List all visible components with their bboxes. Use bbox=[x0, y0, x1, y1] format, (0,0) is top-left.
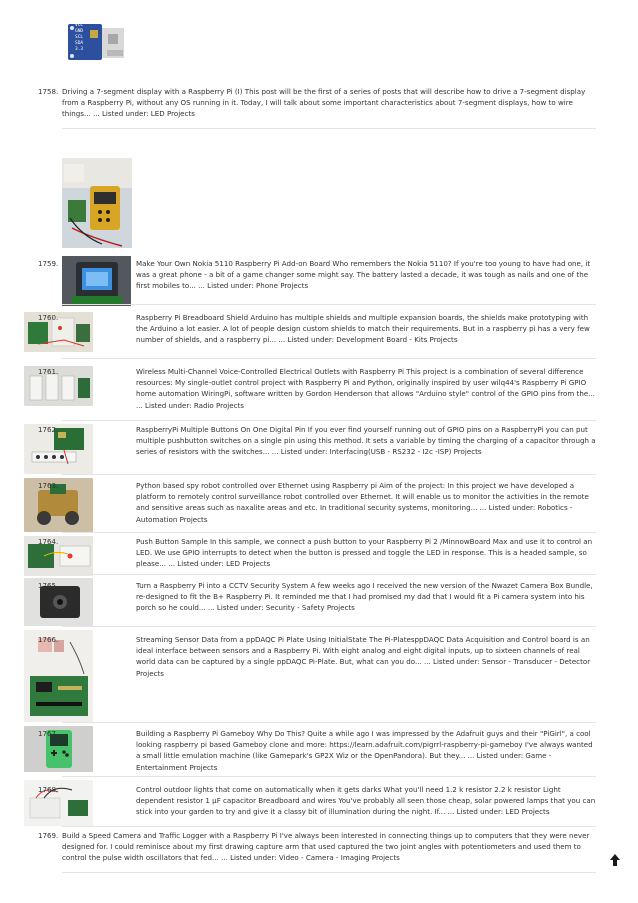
separator bbox=[62, 722, 596, 723]
entry-link[interactable]: Python based spy robot controlled over Ethernet using Raspberry pi Aim of the project: In this project we have developed a platform to remotely control surveillance robot controlled over Ethernet. It will enable us to monitor the activities in the remote and sensitive areas such as naxalite areas and etc. In traditional security systems, monitoring... ... Listed under: Robotics - Automation Projects bbox=[136, 481, 589, 524]
entry-link[interactable]: Driving a 7-segment display with a Raspberry Pi (I) This post will be the first of a series of posts that will describe how to drive a 7-segment display from a Raspberry Pi, without any OS running in it. Today, I will talk about some important characteristics about 7-segment displays, how to wire things... ... Listed under: LED Projects bbox=[62, 87, 586, 119]
entry-number: 1768. bbox=[38, 785, 59, 794]
module-label-scl: SCL bbox=[75, 35, 84, 40]
entry-link[interactable]: Raspberry Pi Breadboard Shield Arduino has multiple shields and multiple expansion boards, the shields make prototyping with the Arduino a lot easier. A lot of people design custom shields to match their requirements. But in a raspberry pi has a very few number of shields, and a raspberry pi... ... Listed under: Development Board - Kits Projects bbox=[136, 313, 590, 345]
module-label-sda: SDA bbox=[75, 41, 84, 46]
entry-link[interactable]: Turn a Raspberry Pi into a CCTV Security System A few weeks ago I received the new version of the Nwazet Camera Box Bundle, re-designed to fit the B+ Raspberry Pi. It reminded me that I had promised my dad that I would fit a Pi camera system into his porch so he could... ... Listed under: Security - Safety Projects bbox=[136, 581, 593, 613]
separator bbox=[62, 304, 596, 305]
entry-number: 1761. bbox=[38, 367, 59, 376]
entry-link[interactable]: Streaming Sensor Data from a ppDAQC Pi Plate Using InitialState The Pi-PlatesppDAQC Data Acquisition and Control board is an ideal interface between sensors and a Raspberry Pi. With eight analog and eight digital inputs, up to sixteen channels of real world data can be captured by a single ppDAQC Pi-Plate. But, what can you do... ... Listed under: Sensor - Transducer - Detector Projects bbox=[136, 635, 591, 678]
entry-number: 1758. bbox=[38, 87, 59, 96]
separator bbox=[62, 128, 596, 129]
module-label-vcc: VCC bbox=[75, 23, 84, 28]
separator bbox=[62, 532, 596, 533]
entry-link[interactable]: RaspberryPi Multiple Buttons On One Digital Pin If you ever find yourself running out of GPIO pins on a RaspberryPi you can put multiple pushbutton switches on a single pin using this method. It sets a variable by timing the charging of a capacitor through a series of resistors with the switches... ... Listed under: Interfacing(USB - RS232 - I2c -ISP) Projects bbox=[136, 425, 596, 457]
entry-1769 bbox=[38, 830, 596, 864]
entry-link[interactable]: Make Your Own Nokia 5110 Raspberry Pi Add-on Board Who remembers the Nokia 5110? If you're too young to have had one, it was a great phone - a bit of a game changer some might say. The battery lasted a decade, it was tough as nails and one of the first mobiles to... ... Listed under: Phone Projects bbox=[136, 259, 591, 291]
module-thumbnail bbox=[62, 20, 132, 65]
separator bbox=[62, 574, 596, 575]
entry-number: 1765. bbox=[38, 581, 59, 590]
entry-link[interactable]: Control outdoor lights that come on automatically when it gets darks What you'll need 1.2 k resistor 2.2 k resistor Light dependent resistor 1 µF capacitor Breadboard and wires You've probably all seen those cheap, solar powered lamps that you can stick into your garden to try and give it a classy bit of illumination during the night. If... ... Listed under: LED Projects bbox=[136, 785, 596, 817]
module-label-33: 3.3 bbox=[75, 47, 84, 52]
entry-number: 1769. bbox=[38, 831, 59, 840]
nokia-board-thumbnail-2[interactable] bbox=[62, 256, 131, 306]
entry-number: 1760. bbox=[38, 313, 59, 322]
entry-number: 1762. bbox=[38, 425, 59, 434]
separator bbox=[62, 358, 596, 359]
entry-link[interactable]: Push Button Sample In this sample, we connect a push button to your Raspberry Pi 2 /MinnowBoard Max and use it to control an LED. We use GPIO interrupts to detect when the button is pressed and toggle the LED in response. This is a headed sample, so please... ... Listed under: LED Projects bbox=[136, 537, 593, 569]
nokia-board-thumbnail[interactable] bbox=[62, 158, 132, 248]
separator bbox=[62, 826, 596, 827]
separator bbox=[62, 474, 596, 475]
entry-number: 1763. bbox=[38, 481, 59, 490]
back-to-top-arrow-icon[interactable] bbox=[610, 851, 620, 863]
separator bbox=[62, 626, 596, 627]
entry-link[interactable]: Building a Raspberry Pi Gameboy Why Do This? Quite a while ago I was impressed by the Adafruit guys and their "PiGirl", a cool looking raspberry pi based Gameboy clone and more: https://learn.adafruit.com/pigrrl-raspberry-pi-gameboy I've always wanted a small little emulation machine (like Gamepark's GP2X Wiz or the OpenPandora). But they... ... Listed under: Game - Entertainment Projects bbox=[136, 729, 593, 772]
separator bbox=[62, 420, 596, 421]
entry-link[interactable]: Wireless Multi-Channel Voice-Controlled Electrical Outlets with Raspberry Pi This project is a combination of several difference resources: My single-outlet control project with Raspberry Pi and Python, originally inspired by user wilq44's Raspberry Pi GPIO home automation WiringPi, software written by Gordon Henderson that allows "Arduino style" control of the GPIO pins from the... ... Listed under: Radio Projects bbox=[136, 367, 595, 410]
entry-number: 1759. bbox=[38, 259, 59, 268]
module-label-gnd: GND bbox=[75, 29, 84, 34]
entry-number: 1764. bbox=[38, 537, 59, 546]
entry-number: 1767. bbox=[38, 729, 59, 738]
entry-number: 1766. bbox=[38, 635, 59, 644]
entry-1758 bbox=[38, 86, 596, 120]
separator bbox=[62, 872, 596, 873]
separator bbox=[62, 776, 596, 777]
entry-link[interactable]: Build a Speed Camera and Traffic Logger with a Raspberry Pi I've always been interested in connecting things up to computers that they were never designed for. I could reminisce about my first drawing capture arm that used captured the two joint angles with potentiometers and used them to control the pulse width oscillators that fed... ... Listed under: Video - Camera - Imaging Projects bbox=[62, 831, 590, 863]
